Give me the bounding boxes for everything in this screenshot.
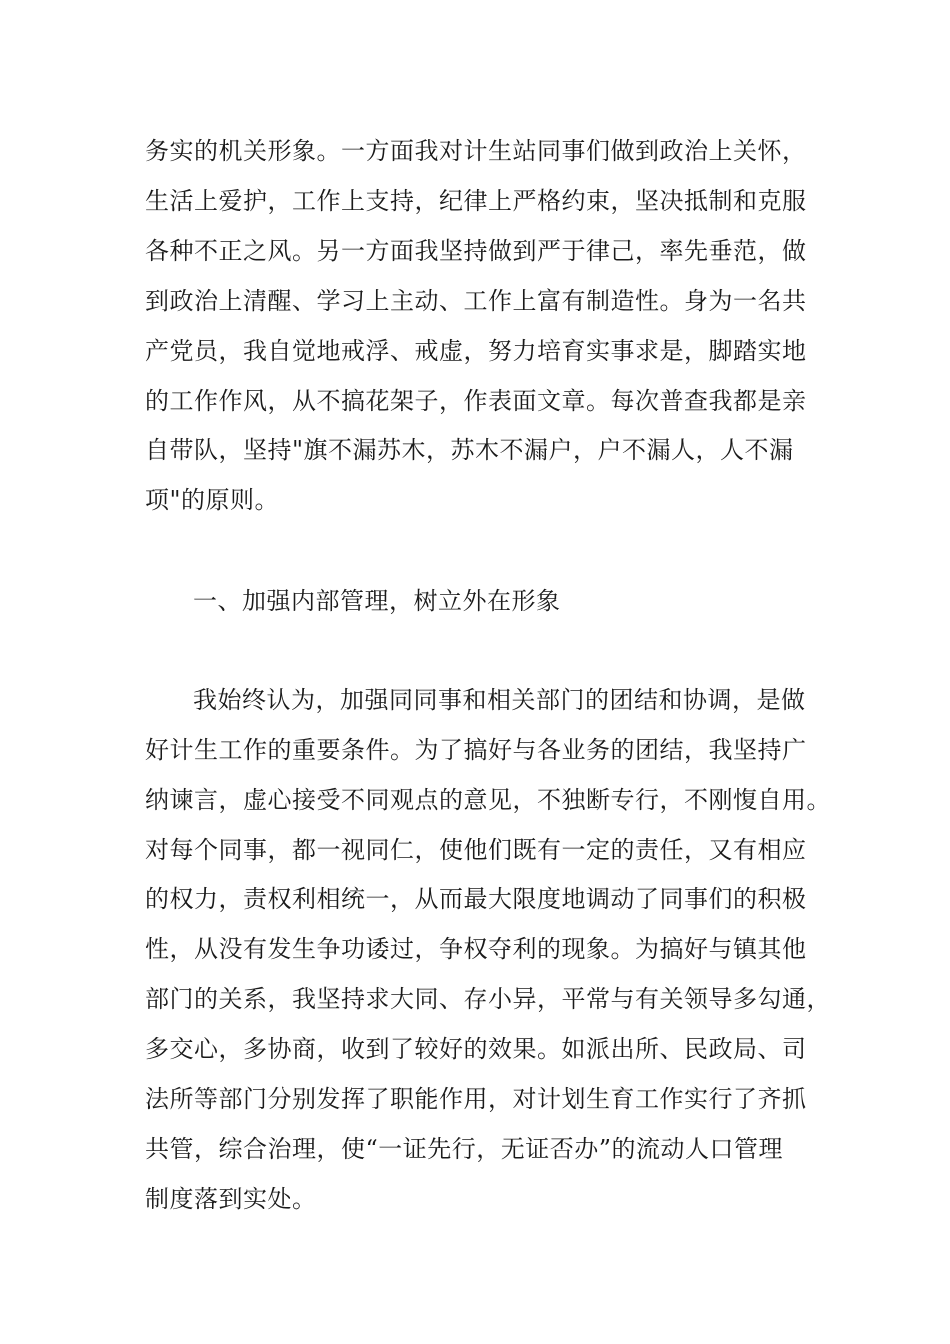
paragraph-2-line-1: 我始终认为，加强同同事和相关部门的团结和协调，是做: [193, 686, 806, 714]
paragraph-1-line-6: 的工作作风，从不搞花架子，作表面文章。每次普查我都是亲: [145, 387, 807, 415]
section-heading: 一、加强内部管理，树立外在形象: [193, 587, 561, 615]
paragraph-2-line-8: 多交心，多协商，收到了较好的效果。如派出所、民政局、司: [145, 1035, 807, 1063]
paragraph-2-line-4: 对每个同事，都一视同仁，使他们既有一定的责任，又有相应: [145, 836, 807, 864]
paragraph-1-line-8: 项"的原则。: [145, 486, 280, 514]
paragraph-2-line-9: 法所等部门分别发挥了职能作用，对计划生育工作实行了齐抓: [145, 1085, 807, 1113]
paragraph-2-line-10: 共管，综合治理，使“一证先行，无证否办”的流动人口管理: [145, 1135, 784, 1163]
paragraph-1-line-5: 产党员，我自觉地戒浮、戒虚，努力培育实事求是，脚踏实地: [145, 337, 807, 365]
paragraph-1-line-3: 各种不正之风。另一方面我坚持做到严于律己，率先垂范，做: [145, 237, 807, 265]
paragraph-1-line-1: 务实的机关形象。一方面我对计生站同事们做到政治上关怀，: [145, 137, 807, 165]
paragraph-2-line-5: 的权力，责权利相统一，从而最大限度地调动了同事们的积极: [145, 885, 807, 913]
paragraph-1-line-7: 自带队，坚持"旗不漏苏木，苏木不漏户，户不漏人，人不漏: [145, 436, 794, 464]
paragraph-1-line-2: 生活上爱护，工作上支持，纪律上严格约束，坚决抵制和克服: [145, 187, 807, 215]
paragraph-1-line-4: 到政治上清醒、学习上主动、工作上富有制造性。身为一名共: [145, 287, 807, 315]
paragraph-2-line-6: 性，从没有发生争功诿过，争权夺利的现象。为搞好与镇其他: [145, 935, 807, 963]
paragraph-2-line-11: 制度落到实处。: [145, 1185, 317, 1213]
paragraph-2-line-7: 部门的关系，我坚持求大同、存小异，平常与有关领导多勾通，: [145, 985, 831, 1013]
paragraph-2-line-2: 好计生工作的重要条件。为了搞好与各业务的团结，我坚持广: [145, 736, 807, 764]
paragraph-2-line-3: 纳谏言，虚心接受不同观点的意见，不独断专行，不刚愎自用。: [145, 786, 831, 814]
